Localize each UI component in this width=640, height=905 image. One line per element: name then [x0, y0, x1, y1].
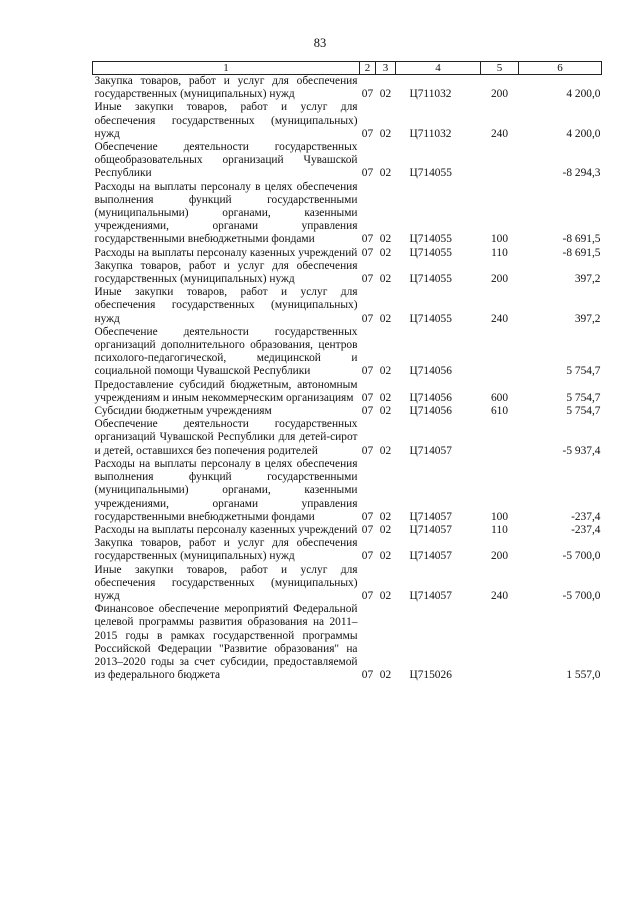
subsection-code-cell: 02: [379, 523, 392, 536]
table-row: [93, 603, 602, 682]
table-row: [93, 260, 602, 286]
subsection-code-cell: 02: [379, 127, 392, 140]
amount-cell: -8 691,5: [562, 246, 601, 259]
expense-type-cell: 110: [491, 523, 508, 536]
table-body: [93, 75, 602, 683]
amount-cell: 4 200,0: [566, 127, 601, 140]
table-row: [93, 418, 602, 458]
expense-name-cell: Иные закупки товаров, работ и услуг для обеспечения государственных (муниципальных) нужд: [94, 286, 358, 325]
subsection-code-cell: 02: [379, 167, 392, 180]
target-article-cell: Ц714057: [409, 444, 452, 457]
amount-cell: 1 557,0: [566, 669, 601, 682]
expense-type-cell: 100: [490, 510, 509, 523]
target-article-cell: Ц714055: [409, 233, 452, 246]
expense-name-cell: Расходы на выплаты персоналу в целях обеспечения выполнения функций государственными (муниципальными) органами, казенными учреждениями, органами управления государственными внебюджетными фондами: [94, 457, 358, 523]
table-row: [93, 537, 602, 563]
table-header: [93, 62, 602, 75]
expense-type-cell: 200: [490, 550, 509, 563]
section-code-cell: 07: [361, 365, 374, 378]
subsection-code-cell: 02: [379, 669, 392, 682]
expense-type-cell: 100: [490, 233, 509, 246]
section-code-cell: 07: [361, 273, 374, 286]
target-article-cell: Ц711032: [409, 127, 452, 140]
expense-name-cell: Субсидии бюджетным учреждениям: [94, 405, 272, 418]
expense-name-cell: Закупка товаров, работ и услуг для обеспечения государственных (муниципальных) нужд: [94, 537, 358, 563]
table-row: [93, 405, 602, 418]
expense-type-cell: 610: [490, 405, 509, 418]
section-code-cell: 07: [361, 127, 374, 140]
expense-type-cell: [481, 603, 519, 682]
subsection-code-cell: 02: [379, 88, 392, 101]
amount-cell: 5 754,7: [566, 391, 601, 404]
header-col-2: 2: [360, 62, 376, 75]
table-row: [93, 286, 602, 326]
amount-cell: 5 754,7: [566, 405, 601, 418]
amount-cell: 397,2: [574, 312, 601, 325]
amount-cell: 4 200,0: [566, 88, 601, 101]
target-article-cell: Ц714056: [409, 365, 452, 378]
amount-cell: 397,2: [574, 273, 601, 286]
table-row: [93, 564, 602, 604]
amount-cell: -237,4: [571, 523, 601, 536]
section-code-cell: 07: [361, 233, 374, 246]
expense-type-cell: [481, 326, 519, 379]
expense-type-cell: 240: [490, 312, 509, 325]
expense-name-cell: Финансовое обеспечение мероприятий Федеральной целевой программы развития образования на 2011–2015 годы в рамках государственной программы Российской Федерации "Развитие образования" на 2013–2020 годы за счет субсидии, предоставляемой из федерального бюджета: [94, 603, 358, 682]
header-row: [93, 62, 602, 75]
amount-cell: -5 700,0: [562, 589, 601, 602]
section-code-cell: 07: [361, 669, 374, 682]
amount-cell: -8 691,5: [562, 233, 601, 246]
expense-type-cell: 600: [490, 391, 509, 404]
expense-name-cell: Расходы на выплаты персоналу казенных учреждений: [94, 246, 358, 259]
amount-cell: -237,4: [571, 510, 601, 523]
expense-name-cell: Закупка товаров, работ и услуг для обеспечения государственных (муниципальных) нужд: [94, 259, 358, 286]
table-row: [93, 141, 602, 181]
expense-type-cell: 200: [490, 88, 509, 101]
header-col-3: 3: [376, 62, 396, 75]
header-col-1: 1: [93, 62, 360, 75]
expense-name-cell: Расходы на выплаты персоналу в целях обеспечения выполнения функций государственными (муниципальными) органами, казенными учреждениями, органами управления государственными внебюджетными фондами: [94, 180, 358, 246]
expense-type-cell: 240: [490, 589, 509, 602]
subsection-code-cell: 02: [379, 444, 392, 457]
target-article-cell: Ц714055: [409, 246, 452, 259]
section-code-cell: 07: [361, 550, 374, 563]
table-row: [93, 101, 602, 141]
expense-name-cell: Предоставление субсидий бюджетным, автономным учреждениям и иным некоммерческим организациям: [94, 378, 358, 404]
expense-type-cell: 110: [491, 246, 508, 259]
table-row: [93, 181, 602, 247]
table-row: [93, 524, 602, 537]
section-code-cell: 07: [361, 246, 374, 259]
target-article-cell: Ц715026: [409, 669, 452, 682]
subsection-code-cell: 02: [379, 246, 392, 259]
section-code-cell: 07: [361, 167, 374, 180]
expense-name-cell: Обеспечение деятельности государственных общеобразовательных организаций Чувашской Республики: [94, 141, 358, 180]
expense-name-cell: Иные закупки товаров, работ и услуг для обеспечения государственных (муниципальных) нужд: [94, 101, 358, 140]
expense-type-cell: [481, 141, 519, 181]
expense-name-cell: Иные закупки товаров, работ и услуг для обеспечения государственных (муниципальных) нужд: [94, 563, 358, 602]
target-article-cell: Ц714055: [409, 273, 452, 286]
target-article-cell: Ц714055: [409, 167, 452, 180]
subsection-code-cell: 02: [379, 405, 392, 418]
amount-cell: -8 294,3: [562, 167, 601, 180]
subsection-code-cell: 02: [379, 550, 392, 563]
section-code-cell: 07: [361, 510, 374, 523]
amount-cell: 5 754,7: [566, 365, 601, 378]
subsection-code-cell: 02: [379, 589, 392, 602]
expense-type-cell: 240: [490, 127, 509, 140]
target-article-cell: Ц714057: [409, 589, 452, 602]
table-row: [93, 247, 602, 260]
subsection-code-cell: 02: [379, 365, 392, 378]
subsection-code-cell: 02: [379, 273, 392, 286]
expense-name-cell: Закупка товаров, работ и услуг для обеспечения государственных (муниципальных) нужд: [94, 75, 358, 101]
section-code-cell: 07: [361, 589, 374, 602]
amount-cell: -5 937,4: [562, 444, 601, 457]
expense-name-cell: Обеспечение деятельности государственных организаций Чувашской Республики для детей-сирот и детей, оставшихся без попечения родителей: [94, 418, 358, 457]
table-row: [93, 75, 602, 102]
table-row: [93, 458, 602, 524]
section-code-cell: 07: [361, 444, 374, 457]
section-code-cell: 07: [361, 312, 374, 325]
section-code-cell: 07: [361, 88, 374, 101]
table-row: [93, 379, 602, 405]
budget-table: [92, 61, 602, 682]
subsection-code-cell: 02: [379, 312, 392, 325]
subsection-code-cell: 02: [379, 510, 392, 523]
target-article-cell: Ц714056: [409, 391, 452, 404]
expense-name-cell: Обеспечение деятельности государственных организаций дополнительного образования, центров психолого-педагогической, медицинской и социальной помощи Чувашской Республики: [94, 325, 358, 378]
target-article-cell: Ц714057: [409, 523, 452, 536]
subsection-code-cell: 02: [379, 391, 392, 404]
section-code-cell: 07: [361, 405, 374, 418]
page-number: 83: [313, 36, 327, 50]
amount-cell: -5 700,0: [562, 550, 601, 563]
header-col-5: 5: [481, 62, 519, 75]
target-article-cell: Ц714057: [409, 550, 452, 563]
expense-type-cell: [481, 418, 519, 458]
target-article-cell: Ц711032: [409, 88, 452, 101]
header-col-4: 4: [396, 62, 481, 75]
header-col-6: 6: [519, 62, 602, 75]
table-row: [93, 326, 602, 379]
expense-name-cell: Расходы на выплаты персоналу казенных учреждений: [94, 523, 358, 536]
expense-type-cell: 200: [490, 273, 509, 286]
target-article-cell: Ц714055: [409, 312, 452, 325]
section-code-cell: 07: [361, 523, 374, 536]
target-article-cell: Ц714056: [409, 405, 452, 418]
subsection-code-cell: 02: [379, 233, 392, 246]
section-code-cell: 07: [361, 391, 374, 404]
target-article-cell: Ц714057: [409, 510, 452, 523]
